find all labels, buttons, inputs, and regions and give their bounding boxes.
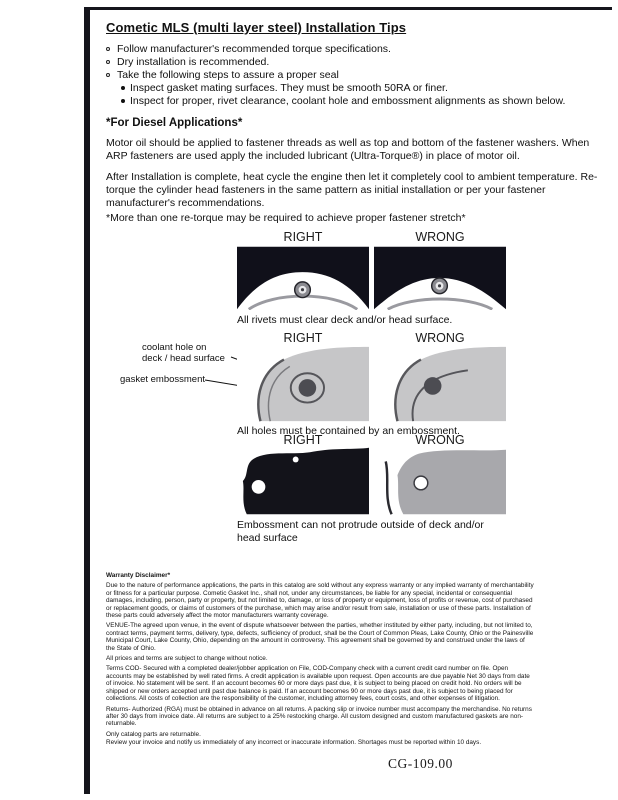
list-item: [106, 69, 608, 82]
right-label-row2: RIGHT: [283, 331, 323, 345]
bullet-icon: [121, 99, 125, 103]
retorque-note: *More than one re-torque may be required to achieve proper fastener stretch*: [106, 212, 466, 224]
embossment-wrong-illustration: [374, 447, 506, 515]
diagram-embossment-wrong: [374, 447, 506, 515]
page-number: CG-109.00: [388, 756, 453, 771]
warranty-heading: Warranty Disclaimer*: [106, 572, 171, 579]
list-item: [106, 43, 608, 56]
diagram-embossment-right: [237, 447, 369, 515]
diagram-hole-wrong: [374, 346, 506, 422]
bullet-icon: [121, 86, 125, 90]
diesel-paragraph-1: Motor oil should be applied to fastener threads as well as top and bottom of the fastener washers. When ARP fasteners are used apply the included lubricant (Ultra-Torque®) in place of motor oil.: [106, 137, 590, 162]
page-title: Cometic MLS (multi layer steel) Installation Tips: [106, 20, 407, 35]
catalog-parts-line: Only catalog parts are returnable.: [106, 730, 201, 738]
wrong-label-row1: WRONG: [415, 230, 465, 244]
list-item-text: Dry installation is recommended.: [117, 56, 270, 68]
list-item: [106, 56, 608, 69]
diagram-rivet-wrong: [374, 246, 506, 310]
list-item-text: Take the following steps to assure a proper seal: [117, 69, 339, 81]
list-item-text: Follow manufacturer's recommended torque specifications.: [117, 43, 391, 55]
page-border-left: [84, 7, 90, 794]
hole-right-illustration: [237, 346, 369, 422]
list-item: [119, 95, 608, 108]
rivet-right-illustration: [237, 246, 369, 310]
annotation-coolant-line1: coolant hole on: [142, 342, 207, 353]
wrong-label-row3: WRONG: [415, 433, 465, 447]
diagram-rivet-right: [237, 246, 369, 310]
caption-rivets: All rivets must clear deck and/or head surface.: [237, 314, 453, 326]
review-invoice-line: Review your invoice and notify us immediately of any incorrect or inaccurate information. Shortages must be reported within 10 days.: [106, 739, 482, 747]
warranty-paragraph: Due to the nature of performance applications, the parts in this catalog are sold without any express warranty or any implied warranty of merchantability or fitness for a particular purpose. Cometic Gasket Inc., shall not, under any circumstances, be liable for any special, incidental or consequential damages, including, person, party or property, but not limited to, damage, or loss of property or equipment, loss of profits or revenue, cost of purchased or replacement goods, or claims of customers of the purchase, which may arise and/or result from sale, installation or use of these parts. Installation of these parts could adversely affect the motor manufacturers warranty coverage.: [106, 582, 534, 620]
right-label-row3: RIGHT: [283, 433, 323, 447]
tips-list: [106, 43, 608, 108]
annotation-coolant-hole: [142, 342, 237, 364]
list-item-text: Inspect for proper, rivet clearance, coolant hole and embossment alignments as shown below.: [130, 95, 566, 107]
annotation-gasket-embossment: gasket embossment: [120, 374, 206, 385]
caption-holes: All holes must be contained by an embossment.: [237, 425, 460, 437]
embossment-right-illustration: [237, 447, 369, 515]
warranty-disclaimer: [106, 572, 534, 750]
right-label-row1: RIGHT: [283, 230, 323, 244]
diagram-hole-right: [237, 346, 369, 422]
bullet-icon: [106, 60, 110, 64]
prices-paragraph: All prices and terms are subject to change without notice.: [106, 655, 268, 663]
hole-wrong-illustration: [374, 346, 506, 422]
returns-paragraph: Returns- Authorized (RGA) must be obtained in advance on all returns. A packing slip or invoice number must accompany the merchandise. No returns after 30 days from invoice date. All returns are subject to a 25% restocking charge. All custom designed and custom manufactured gaskets are non-returnable.: [106, 705, 532, 728]
annotation-coolant-line2: deck / head surface: [142, 353, 225, 364]
rivet-wrong-illustration: [374, 246, 506, 310]
venue-paragraph: VENUE-The agreed upon venue, in the event of dispute whatsoever between the parties, whether instituted by either party, including, but not limited to, contract terms, payment terms, delivery, type, defects, sufficiency of product, shall be the Court of Common Pleas, Lake County, Ohio or the Painesville Municipal Court, Lake County, Ohio, depending on the amount in controversy. This agreement shall be governed by and construed under the laws of the State of Ohio.: [106, 622, 534, 652]
terms-paragraph: Terms COD- Secured with a completed dealer/jobber application on File, COD-Company check with a current credit card number on file. Open accounts may be established by well rated firms. A credit application is available upon request. Open accounts are due payable Net 30 days from date of invoice. No statement will be sent. If an account becomes 60 or more days past due, it is subject to being placed on credit hold. No orders will be shipped or new orders accepted until past due balance is paid. If an account becomes 90 or more days past due, it is subject to being placed for collections. All costs of collection are the responsibility of the customer, including attorney fees, court costs, and other expenses of litigation.: [106, 665, 530, 703]
list-item: [119, 82, 608, 95]
diesel-heading: *For Diesel Applications*: [106, 117, 243, 129]
list-item-text: Inspect gasket mating surfaces. They must be smooth 50RA or finer.: [130, 82, 448, 94]
bullet-icon: [106, 73, 110, 77]
bullet-icon: [106, 47, 110, 51]
caption-embossment: Embossment can not protrude outside of deck and/or head surface: [237, 519, 484, 544]
page-border-top: [88, 7, 612, 10]
diesel-paragraph-2: After Installation is complete, heat cycle the engine then let it completely cool to ambient temperature. Re-torque the cylinder head fasteners in the same pattern as initial installation or per your fastener manufacturer's recommendations.: [106, 171, 598, 209]
wrong-label-row2: WRONG: [415, 331, 465, 345]
